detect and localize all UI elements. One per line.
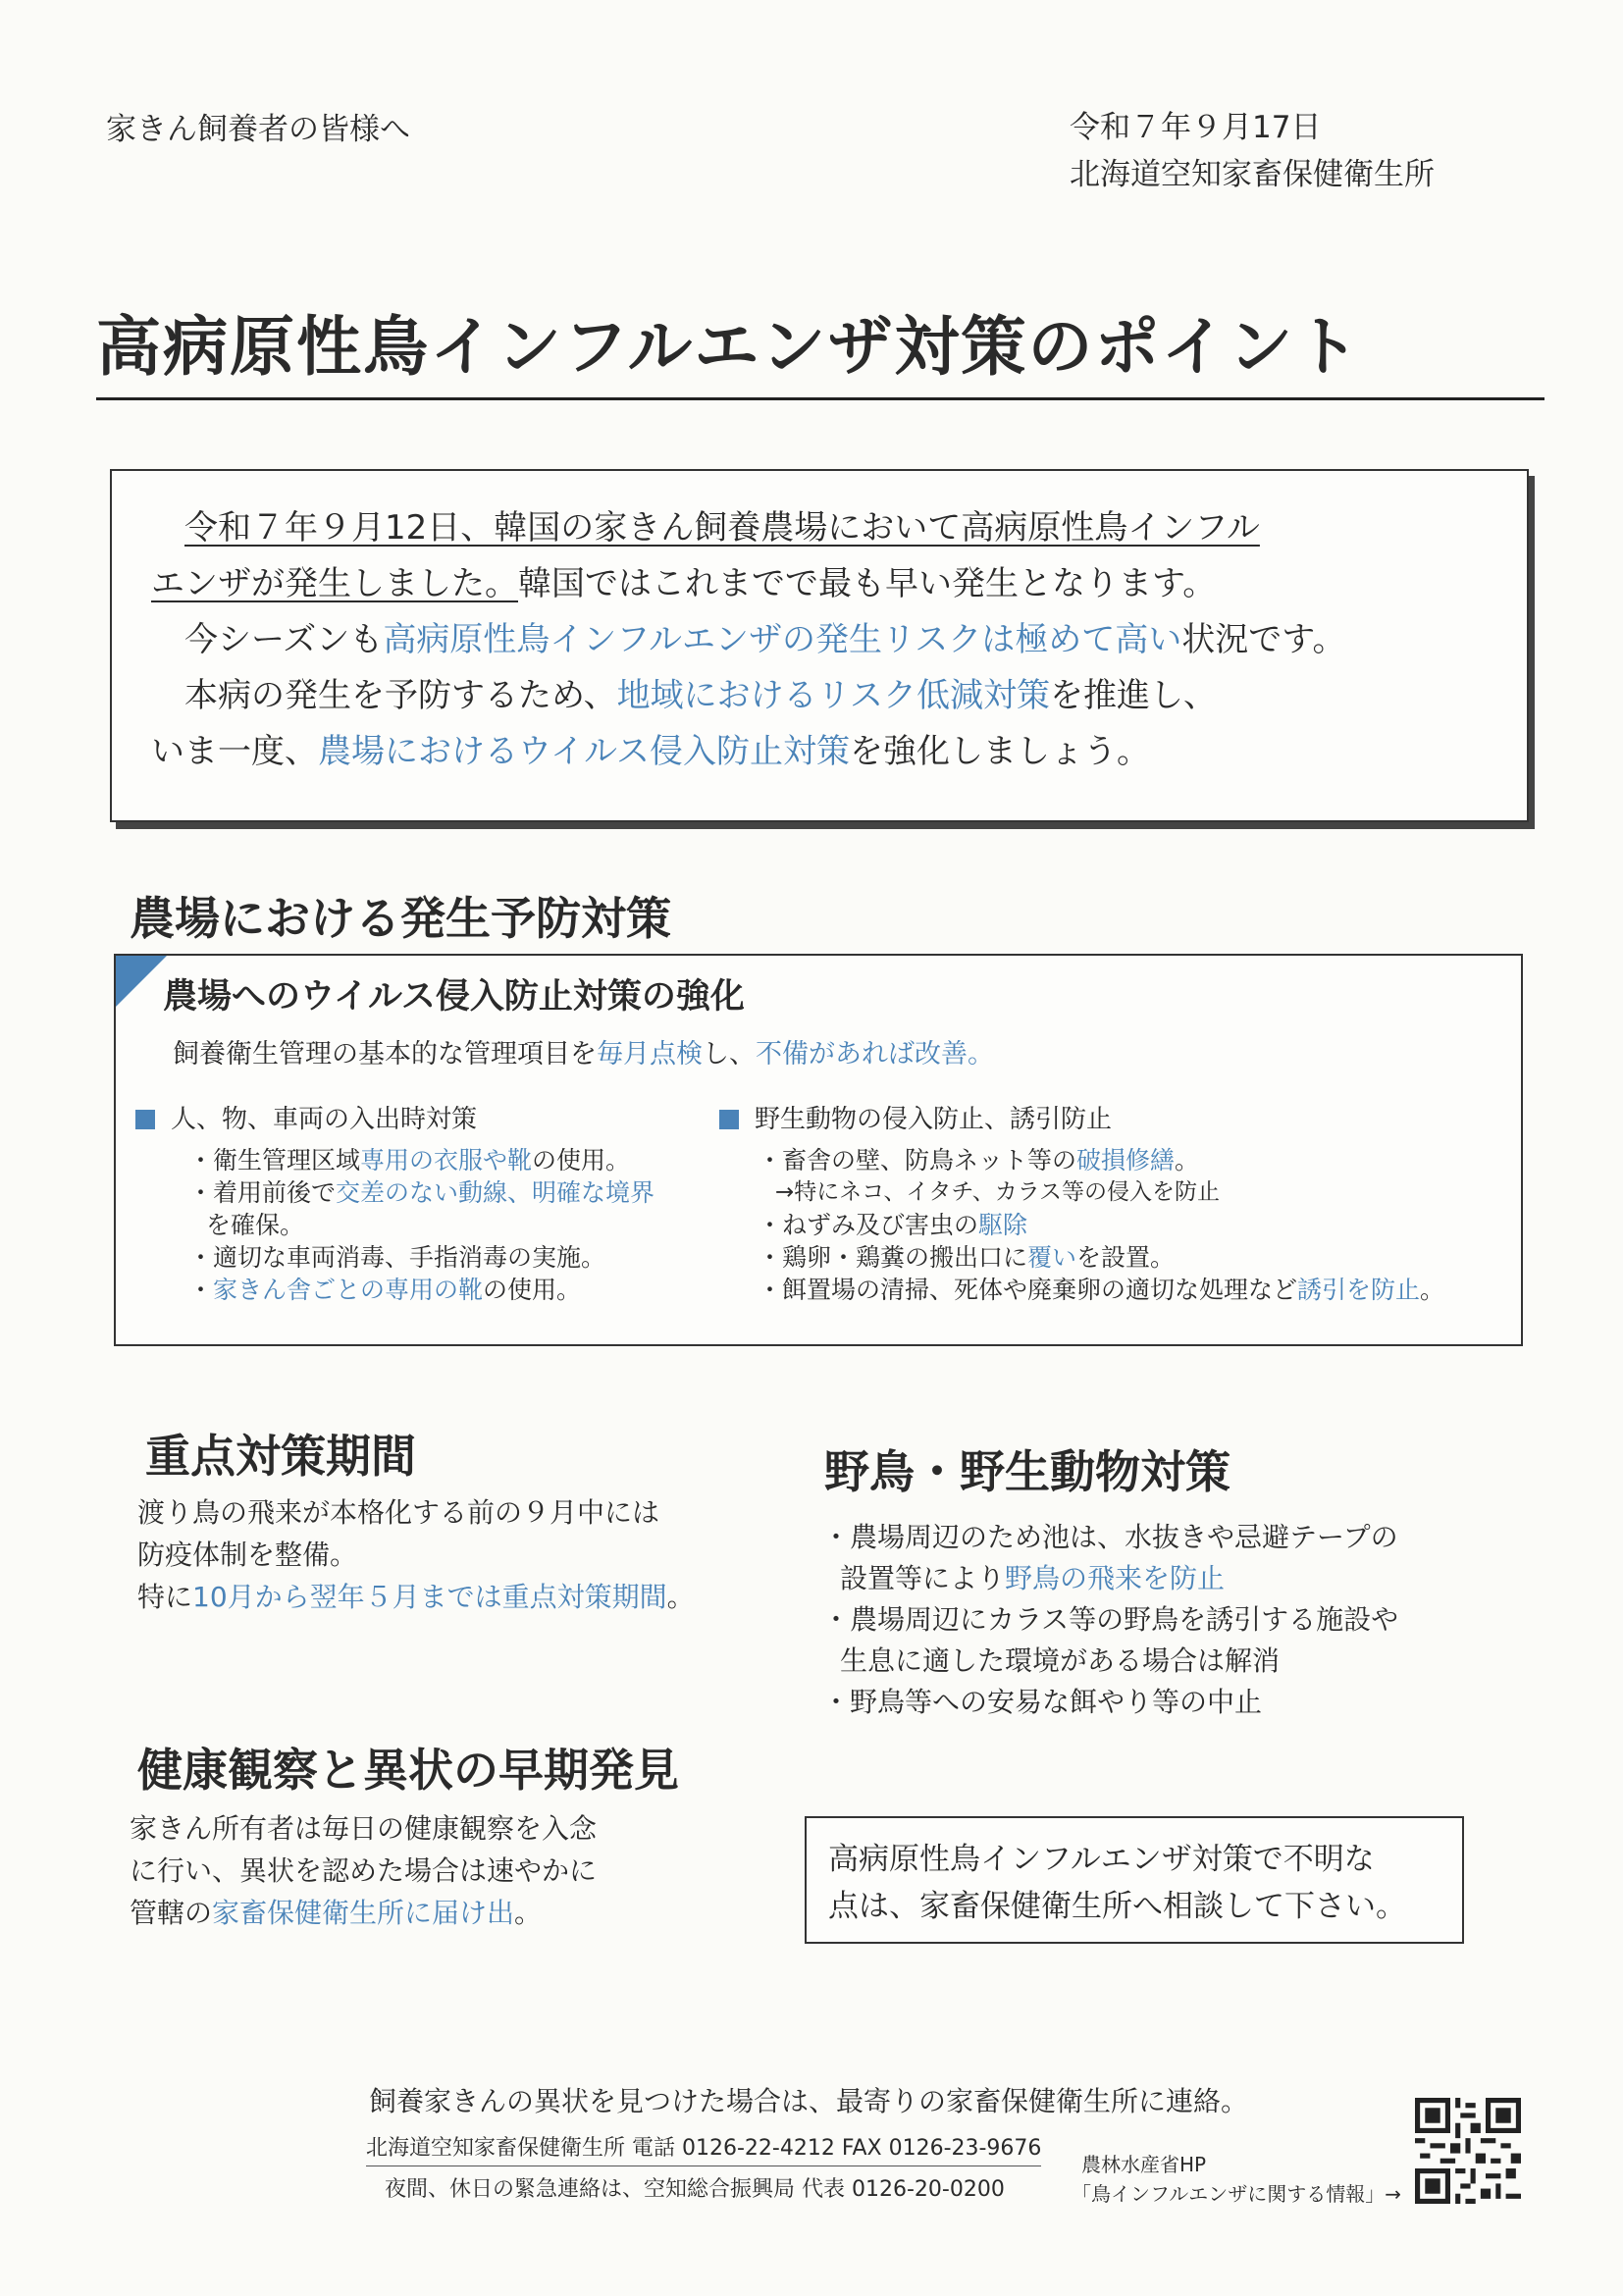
intro-line-4a: 本病の発生を予防するため、 [184,676,617,715]
intro-line-5c: を強化しましょう。 [849,732,1150,771]
list-item: ・ねずみ及び害虫の駆除 [758,1211,1028,1239]
priority-period-heading: 重点対策期間 [145,1430,416,1483]
farm-intro-d: 不備があれば改善。 [756,1039,994,1070]
maff-hp-link[interactable]: 「鳥インフルエンザに関する情報」→ [1072,2182,1401,2206]
footer-notice: 飼養家きんの異状を見つけた場合は、最寄りの家畜保健衛生所に連絡。 [369,2085,1249,2117]
priority-line-3: 特に10月から翌年５月までは重点対策期間。 [137,1581,695,1613]
left-column-list [188,1144,654,1306]
farm-intro-c: し、 [703,1039,756,1070]
intro-box [110,469,1529,822]
list-item: ・餌置場の清掃、死体や廃棄卵の適切な処理など誘引を防止。 [758,1276,1445,1304]
list-item: ・畜舎の壁、防鳥ネット等の破損修繕。 [758,1146,1200,1174]
left-column-heading [135,1099,477,1135]
health-line-2: に行い、異状を認めた場合は速やかに [130,1854,598,1887]
wild-line-4: 生息に適した環境がある場合は解消 [840,1644,1281,1677]
intro-farm-highlight: 農場におけるウイルス侵入防止対策 [318,732,850,771]
footer-office-contact: 北海道空知家畜保健衛生所 電話 0126-22-4212 FAX 0126-23-9676 [366,2131,1041,2166]
farm-intro-line [173,1032,994,1070]
intro-line-2: 韓国ではこれまでで最も早い発生となります。 [518,564,1217,603]
wild-line-3: ・農場周辺にカラス等の野鳥を誘引する施設や [822,1603,1399,1636]
health-line-1: 家きん所有者は毎日の健康観察を入念 [130,1812,598,1845]
corner-accent [116,956,167,1007]
wild-line-2: 設置等により野鳥の飛来を防止 [840,1562,1226,1594]
wild-line-1: ・農場周辺のため池は、水抜きや忌避テープの [822,1521,1398,1553]
square-bullet-icon [719,1110,739,1129]
priority-line-1: 渡り鳥の飛来が本格化する前の９月中には [137,1496,660,1529]
consultation-line-2: 点は、家畜保健衛生所へ相談して下さい。 [828,1889,1406,1924]
farm-intro-b: 毎月点検 [597,1039,703,1070]
maff-hp-label: 農林水産省HP [1081,2153,1207,2176]
consultation-box [805,1816,1464,1944]
qr-code-icon[interactable] [1415,2098,1521,2204]
right-column-heading [719,1099,1112,1135]
intro-regional-highlight: 地域におけるリスク低減対策 [616,676,1050,715]
right-column-heading-text: 野生動物の侵入防止、誘引防止 [755,1105,1113,1134]
list-item-continuation: →特にネコ、イタチ、カラス等の侵入を防止 [775,1179,1221,1205]
intro-line-3a: 今シーズンも [184,620,384,659]
issuer: 北海道空知家畜保健衛生所 [1070,157,1435,192]
list-item: ・適切な車両消毒、手指消毒の実施。 [188,1243,606,1272]
intro-line-5a: いま一度、 [151,732,318,771]
list-item: ・鶏卵・鶏糞の搬出口に覆いを設置。 [758,1243,1176,1272]
consultation-line-1: 高病原性鳥インフルエンザ対策で不明な [828,1842,1375,1877]
farm-section-heading: 農場における発生予防対策 [130,892,671,945]
page-title: 高病原性鳥インフルエンザ対策のポイント [96,294,1544,400]
right-column-list [758,1144,1444,1306]
issue-date: 令和７年９月17日 [1070,110,1322,145]
intro-line-4c: を推進し、 [1049,676,1217,715]
health-line-3: 管轄の家畜保健衛生所に届け出。 [130,1897,543,1929]
health-observation-text [130,1807,597,1934]
farm-intro-a: 飼養衛生管理の基本的な管理項目を [173,1039,597,1070]
footer-emergency-contact: 夜間、休日の緊急連絡は、空知総合振興局 代表 0126-20-0200 [385,2177,1005,2202]
list-item: ・着用前後で交差のない動線、明確な境界 [188,1178,655,1207]
wild-bird-heading: 野鳥・野生動物対策 [824,1445,1230,1498]
intro-line-2-underlined: エンザが発生しました。 [151,564,518,603]
list-item-continuation: を確保。 [206,1211,305,1239]
left-column-heading-text: 人、物、車両の入出時対策 [171,1105,478,1134]
addressee: 家きん飼養者の皆様へ [106,112,410,147]
farm-subheading: 農場へのウイルス侵入防止対策の強化 [163,977,745,1017]
wild-bird-text [822,1517,1398,1723]
issue-info [1070,104,1435,198]
priority-period-text [137,1491,695,1618]
list-item: ・家きん舎ごとの専用の靴の使用。 [188,1276,582,1304]
square-bullet-icon [135,1110,155,1129]
intro-line-1: 令和７年９月12日、韓国の家きん飼養農場において高病原性鳥インフル [184,508,1260,548]
priority-line-2: 防疫体制を整備。 [137,1539,358,1571]
intro-risk-highlight: 高病原性鳥インフルエンザの発生リスクは極めて高い [383,620,1182,659]
intro-line-3c: 状況です。 [1181,620,1346,659]
wild-line-5: ・野鳥等への安易な餌やり等の中止 [822,1686,1263,1718]
health-observation-heading: 健康観察と異状の早期発見 [137,1744,679,1797]
list-item: ・衛生管理区域専用の衣服や靴の使用。 [188,1146,631,1174]
